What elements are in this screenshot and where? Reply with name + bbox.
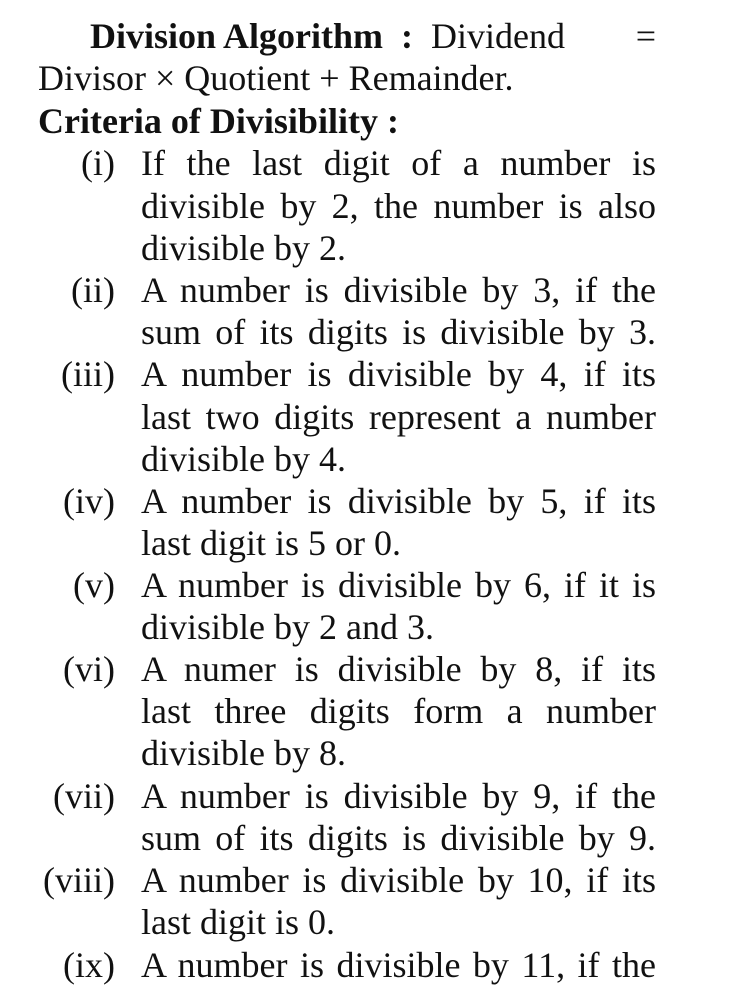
criterion-line: A number is divisible by 9, if the [141,776,656,816]
criterion-line: last two digits represent a number [141,397,656,437]
division-algorithm-line [90,15,656,57]
algorithm-lhs [90,15,565,57]
criterion-line: A number is divisible by 10, if its [141,860,656,900]
criterion-line: divisible by 2, the number is also [141,186,656,226]
criterion-line: divisible by 4. [141,439,346,479]
algorithm-rhs: Divisor × Quotient + Remainder. [38,58,514,98]
criterion-number: (i) [81,143,115,183]
criterion-line: last digit is 0. [141,902,336,942]
algorithm-dividend: Dividend [431,16,566,56]
criterion-line: divisible by 2. [141,228,346,268]
criterion-line: A number is divisible by 4, if its [141,354,656,394]
criterion-number: (viii) [43,860,115,900]
criterion-number: (iv) [63,481,115,521]
algorithm-term: Division Algorithm [90,16,384,56]
algorithm-separator: : [401,16,414,56]
criterion-number: (vi) [63,649,115,689]
criterion-number: (vii) [53,776,115,816]
criterion-line: divisible by 2 and 3. [141,607,434,647]
criterion-line: sum of its digits is divisible by 9. [141,818,656,858]
criterion-line: last three digits form a number [141,691,656,731]
criterion-number: (v) [73,565,115,605]
criterion-line: sum of its digits is divisible by 3. [141,312,656,352]
criterion-number: (iii) [61,354,115,394]
criterion-line: A number is divisible by 6, if it is [141,565,656,605]
algorithm-equals: = [635,16,656,56]
criterion-line: last digit is 5 or 0. [141,523,401,563]
criterion-line: A numer is divisible by 8, if its [141,649,656,689]
criterion-number: (ix) [63,945,115,985]
criterion-line: If the last digit of a number is [141,143,656,183]
criteria-heading: Criteria of Divisibility : [38,101,399,141]
criterion-line: A number is divisible by 11, if the [141,945,656,985]
criterion-line: divisible by 8. [141,733,346,773]
criterion-line: A number is divisible by 3, if the [141,270,656,310]
criterion-number: (ii) [71,270,115,310]
criterion-line: A number is divisible by 5, if its [141,481,656,521]
